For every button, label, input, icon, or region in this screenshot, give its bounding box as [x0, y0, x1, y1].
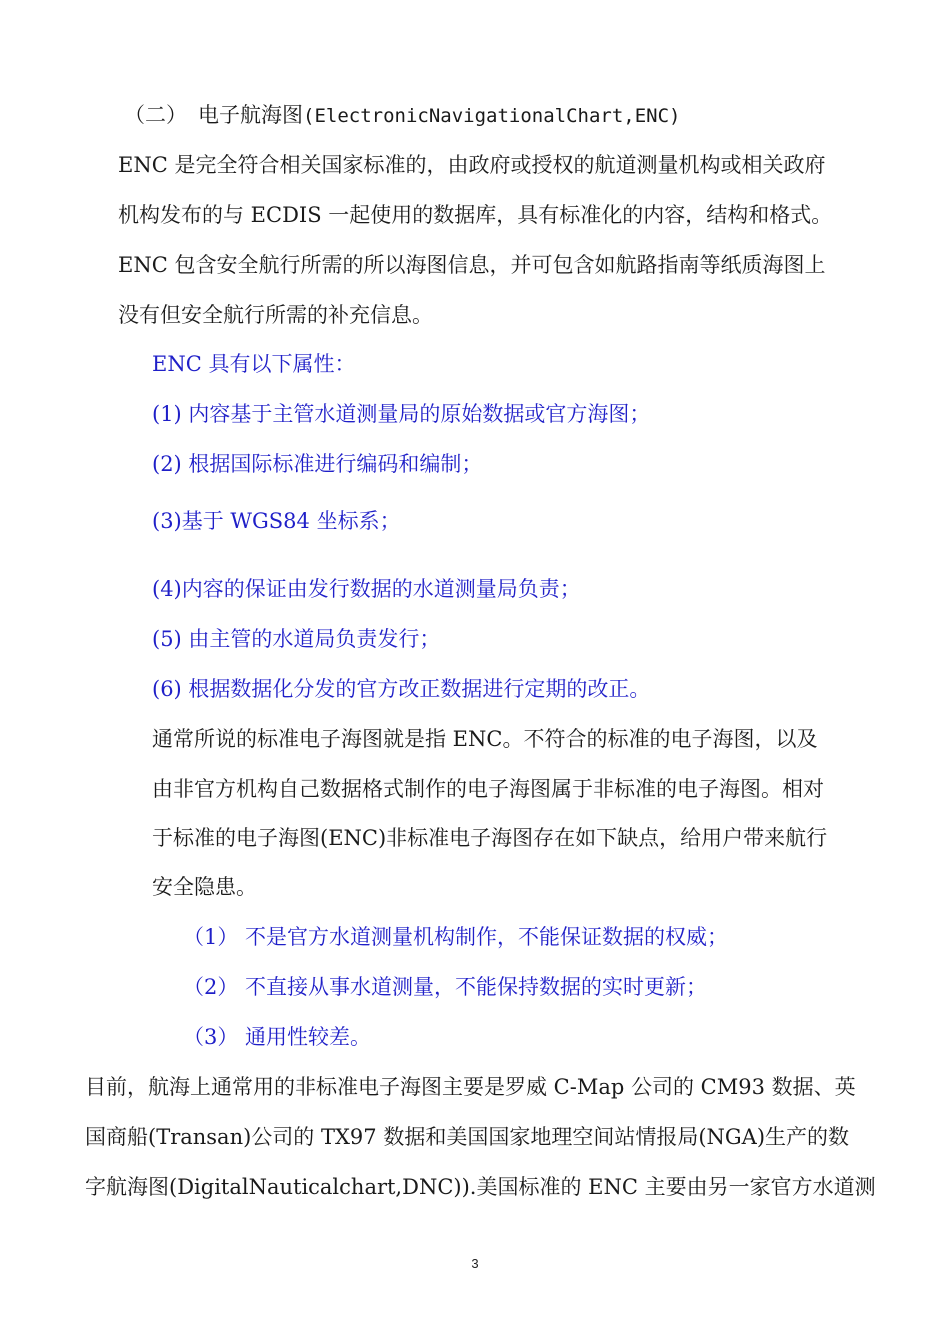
- intro-line-3: ENC 包含安全航行所需的所以海图信息，并可包含如航路指南等纸质海图上: [118, 253, 826, 277]
- drawback-item-2: （2） 不直接从事水道测量，不能保持数据的实时更新；: [183, 975, 708, 999]
- attribute-item-4: (4)内容的保证由发行数据的水道测量局负责；: [152, 577, 581, 601]
- attribute-item-6: (6) 根据数据化分发的官方改正数据进行定期的改正。: [152, 677, 651, 701]
- attribute-item-5: (5) 由主管的水道局负责发行；: [152, 627, 441, 651]
- section-heading-title-cn: 电子航海图: [198, 103, 303, 127]
- drawback-item-3: （3） 通用性较差。: [183, 1025, 372, 1049]
- drawback-item-1: （1） 不是官方水道测量机构制作，不能保证数据的权威；: [183, 925, 729, 949]
- section-heading: [124, 101, 681, 130]
- attributes-title: ENC 具有以下属性：: [152, 352, 356, 376]
- attribute-item-3: (3)基于 WGS84 坐标系；: [152, 509, 401, 533]
- nonstandard-line-1: 通常所说的标准电子海图就是指 ENC。不符合的标准的电子海图，以及: [152, 727, 818, 751]
- intro-line-1: ENC 是完全符合相关国家标准的，由政府或授权的航道测量机构或相关政府: [118, 153, 826, 177]
- intro-line-2: 机构发布的与 ECDIS 一起使用的数据库，具有标准化的内容，结构和格式。: [118, 203, 833, 227]
- closing-line-2: 国商船(Transan)公司的 TX97 数据和美国国家地理空间站情报局(NGA)生产的数: [85, 1125, 850, 1149]
- section-heading-title-en: (ElectronicNavigationalChart,ENC): [303, 105, 681, 127]
- nonstandard-line-3: 于标准的电子海图(ENC)非标准电子海图存在如下缺点，给用户带来航行: [152, 826, 828, 850]
- attribute-item-1: (1) 内容基于主管水道测量局的原始数据或官方海图；: [152, 402, 651, 426]
- attribute-item-2: (2) 根据国际标准进行编码和编制；: [152, 452, 483, 476]
- nonstandard-line-2: 由非官方机构自己数据格式制作的电子海图属于非标准的电子海图。相对: [152, 777, 824, 801]
- section-heading-marker: （二）: [124, 103, 187, 127]
- intro-line-4: 没有但安全航行所需的补充信息。: [118, 303, 433, 327]
- closing-line-3: 字航海图(DigitalNauticalchart,DNC)).美国标准的 ENC 主要由另一家官方水道测: [85, 1175, 876, 1199]
- nonstandard-line-4: 安全隐患。: [152, 875, 257, 899]
- closing-line-1: 目前，航海上通常用的非标准电子海图主要是罗威 C-Map 公司的 CM93 数据、英: [85, 1075, 856, 1099]
- page-number: 3: [471, 1256, 479, 1271]
